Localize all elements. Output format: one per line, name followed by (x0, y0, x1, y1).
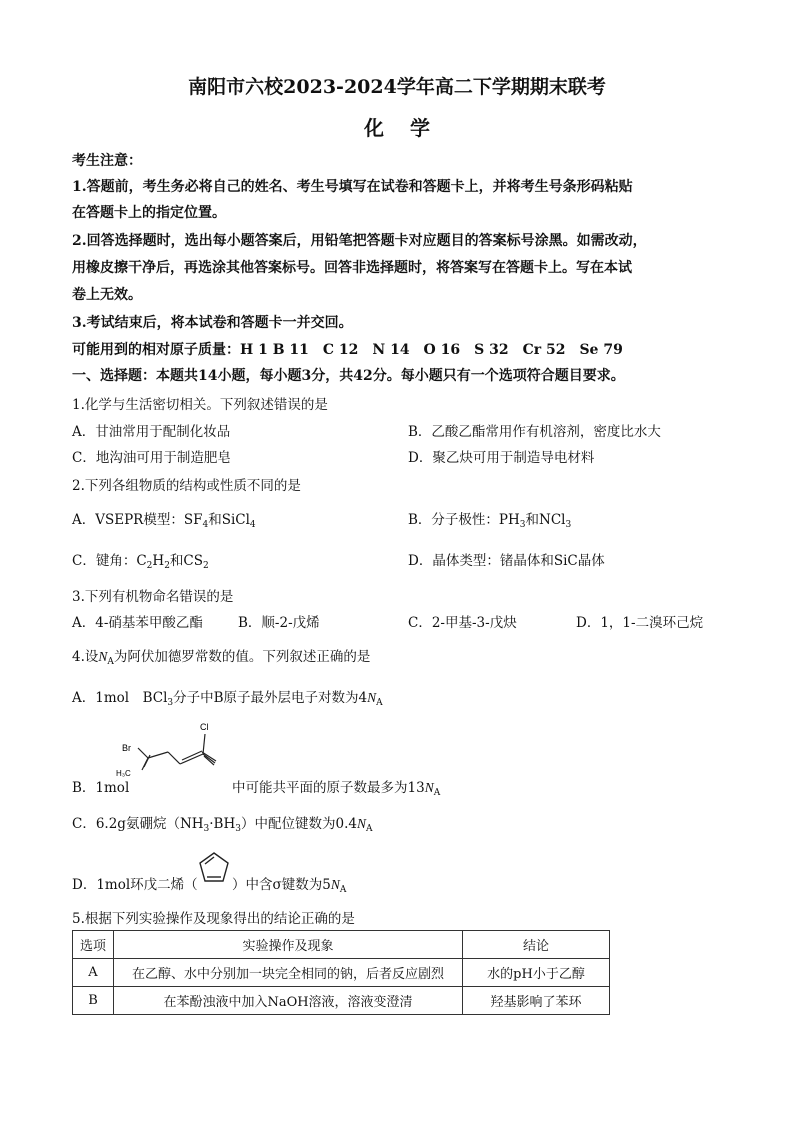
cl-label: Cl (200, 722, 209, 732)
table-header: 实验操作及现象 (114, 931, 463, 959)
notice-item-1: 1.答题前，考生务必将自己的姓名、考生号填写在试卷和答题卡上，并将考生号条形码粘贴 (72, 179, 633, 195)
question-5-stem: 5.根据下列实验操作及现象得出的结论正确的是 (72, 911, 355, 927)
q4-option-b-lead: B．1mol (72, 780, 130, 796)
q4-option-b: 中可能共平面的原子数最多为$13N_A$ (232, 780, 441, 798)
question-2-stem: 2.下列各组物质的结构或性质不同的是 (72, 478, 301, 494)
exam-title: 南阳市六校2023-2024学年高二下学期期末联考 (188, 76, 606, 98)
table-row (73, 959, 610, 987)
table-cell: 羟基影响了苯环 (463, 987, 610, 1015)
subject-title: 化学 (364, 116, 456, 140)
q2-option-d: D．晶体类型：锗晶体和SiC晶体 (408, 553, 605, 569)
question-4-stem: 4.设$N_A$为阿伏加德罗常数的值。下列叙述正确的是 (72, 649, 371, 667)
table-cell: 水的pH小于乙醇 (463, 959, 610, 987)
q1-option-a: A．甘油常用于配制化妆品 (72, 424, 231, 440)
table-cell: 在乙醇、水中分别加一块完全相同的钠，后者反应剧烈 (114, 959, 463, 987)
notice-item-2-end: 卷上无效。 (72, 287, 142, 303)
notice-heading: 考生注意： (72, 153, 142, 169)
br-label: Br (122, 743, 131, 753)
notice-item-2-cont: 用橡皮擦干净后，再选涂其他答案标号。回答非选择题时，将答案写在答题卡上。写在本试 (72, 260, 632, 276)
question-3-stem: 3.下列有机物命名错误的是 (72, 589, 234, 605)
q4-option-c: C．6.2g氨硼烷$(NH_3\cdot BH_3)$中配位键数为$0.4N_A$ (72, 816, 373, 834)
table-row (73, 987, 610, 1015)
section-heading: 一、选择题：本题共14小题，每小题3分，共42分。每小题只有一个选项符合题目要求。 (72, 368, 625, 384)
q5-table (72, 930, 610, 1015)
table-cell: A (73, 959, 114, 987)
ch3-label: H₃C (116, 769, 131, 778)
q2-option-b: B．分子极性：$PH_3$和NCl$_3$ (408, 512, 572, 530)
q2-option-c: C．键角：$C_2H_2$和$CS_2$ (72, 553, 209, 571)
q1-option-b: B．乙酸乙酯常用作有机溶剂，密度比水大 (408, 424, 661, 440)
notice-item-2: 2.回答选择题时，选出每小题答案后，用铅笔把答题卡对应题目的答案标号涂黑。如需改动， (72, 233, 647, 249)
q3-option-d: D．1，1-二溴环己烷 (576, 615, 704, 631)
q4-option-a: A．1mol BCl$_3$分子中B原子最外层电子对数为$4N_A$ (72, 690, 383, 708)
q3-option-a: A．4-硝基苯甲酸乙酯 (72, 615, 203, 631)
cyclopentadiene-ring (197, 850, 231, 886)
cyclopentadiene-structure (197, 850, 231, 886)
q1-option-d: D．聚乙炔可用于制造导电材料 (408, 450, 595, 466)
diene-yne-skeletal-formula (118, 718, 218, 780)
table-header-row (73, 931, 610, 959)
q4-option-d: ）中含σ键数为$5N_A$ (232, 877, 347, 895)
q4-molecule-structure (118, 718, 218, 780)
atomic-masses: 可能用到的相对原子质量：H 1 B 11 C 12 N 14 O 16 S 32 Cr 52 Se 79 (72, 342, 623, 358)
table-header: 结论 (463, 931, 610, 959)
table-cell: B (73, 987, 114, 1015)
question-1-stem: 1.化学与生活密切相关。下列叙述错误的是 (72, 397, 328, 413)
table-cell: 在苯酚浊液中加入NaOH溶液，溶液变澄清 (114, 987, 463, 1015)
q1-option-c: C．地沟油可用于制造肥皂 (72, 450, 231, 466)
q3-option-c: C．2-甲基-3-戊炔 (408, 615, 517, 631)
notice-item-3: 3.考试结束后，将本试卷和答题卡一并交回。 (72, 315, 353, 331)
table-header: 选项 (73, 931, 114, 959)
q3-option-b: B．顺-2-戊烯 (238, 615, 320, 631)
q2-option-a: A．VSEPR模型：$SF_4$和SiCl$_4$ (72, 512, 256, 530)
notice-item-1-cont: 在答题卡上的指定位置。 (72, 205, 226, 221)
q4-option-d-lead: D．1mol环戊二烯（ (72, 877, 198, 893)
